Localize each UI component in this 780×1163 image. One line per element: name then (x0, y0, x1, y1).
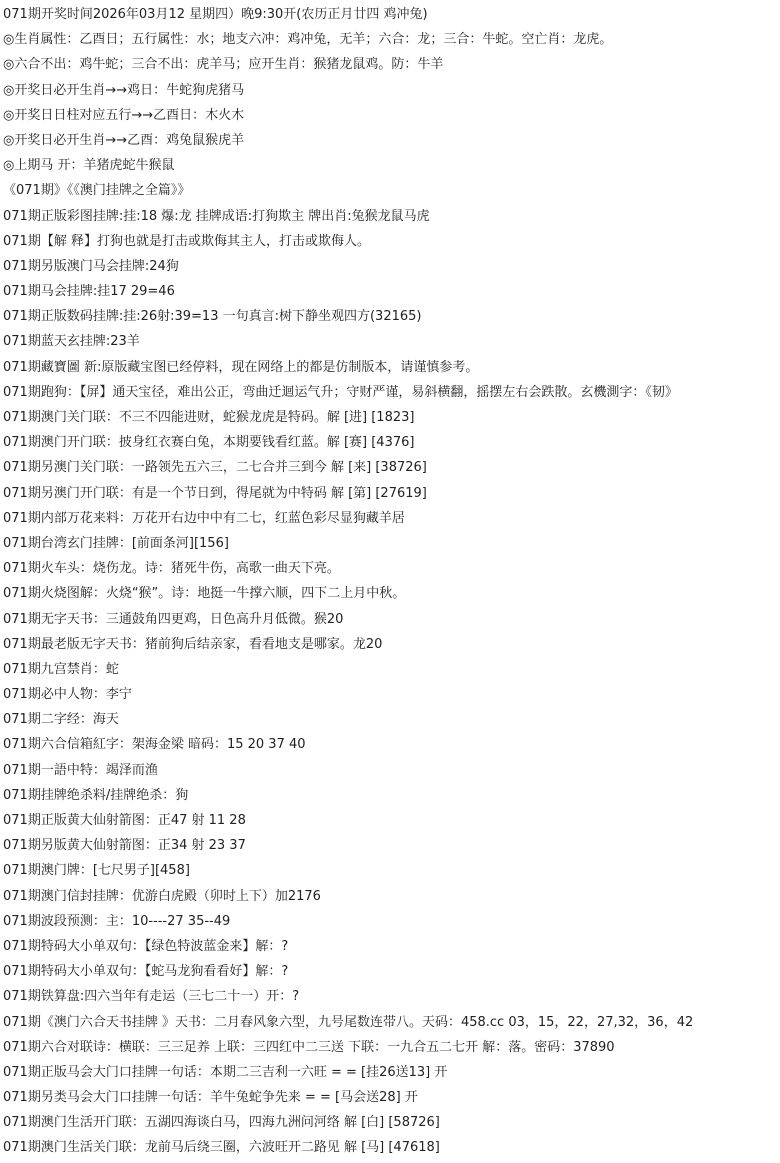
list-item: 071期九宫禁肖：蛇 (3, 661, 119, 677)
section-title: 《071期》《《澳门挂牌之全篇》》 (3, 183, 191, 199)
draw-day-zodiac: ◎开奖日必开生肖→→鸡日：牛蛇狗虎猪马 (3, 82, 245, 98)
zodiac-attributes: ◎生肖属性：乙酉日；五行属性：水；地支六冲：鸡冲兔，无羊；六合：龙；三合：牛蛇。空亡肖：龙虎。 (3, 32, 613, 48)
list-item: 071期另澳门开门联：有是一个节日到，得尾就为中特码 解 [第] [27619] (3, 485, 427, 501)
list-item: 071期马会挂牌:挂17 29=46 (3, 284, 175, 300)
list-item: 071期台湾玄门挂牌：[前面条河][156] (3, 535, 229, 551)
list-item: 071期澳门关门联：不三不四能进财，蛇猴龙虎是特码。解 [进] [1823] (3, 410, 415, 425)
list-item: 071期另类马会大门口挂牌一句话：羊牛兔蛇争先来 = = [马会送28] 开 (3, 1090, 418, 1106)
list-item: 071期铁算盘:四六当年有走运（三七二十一）开：? (3, 989, 300, 1005)
list-item: 071期一語中特：竭泽而渔 (3, 762, 158, 778)
liuhe-sanhe-exclusions: ◎六合不出：鸡牛蛇；三合不出：虎羊马；应开生肖：猴猪龙鼠鸡。防：牛羊 (3, 57, 444, 73)
list-item: 071期藏寶圖 新:原版藏宝图已经停料，现在网络上的都是仿制版本，请谨慎参考。 (3, 359, 479, 375)
previous-result: ◎上期马 开：羊猪虎蛇牛猴鼠 (3, 158, 175, 174)
list-item: 071期跑狗：【屏】通天宝径，难出公正，弯曲迁迴运气升；守财严谨，易斜横翻，摇摆左右会跌散。玄機測字：《韧》 (3, 384, 678, 400)
list-item: 071期【解 释】打狗也就是打击或欺侮其主人，打击或欺侮人。 (3, 233, 370, 249)
list-item: 071期内部万花来料：万花开右边中中有二七，红蓝色彩尽显狗藏羊居 (3, 510, 405, 526)
list-item: 071期必中人物：李宁 (3, 687, 132, 703)
list-item: 071期《澳门六合天书挂牌 》天书：二月春风象六型，九号尾数连带八。天码：458.cc 03，15，22，27,32，36，42 (3, 1014, 694, 1030)
list-item: 071期火车头：烧伤龙。诗：猪死牛伤，高歌一曲天下亮。 (3, 561, 340, 577)
list-item: 071期澳门牌：[七尺男子][458] (3, 863, 190, 879)
list-item: 071期正版数码挂牌:挂:26射:39=13 一句真言:树下静坐观四方(32165) (3, 309, 422, 325)
list-item: 071期另版澳门马会挂牌:24狗 (3, 258, 179, 274)
list-item: 071期六合信箱紅字：架海金梁 暗码：15 20 37 40 (3, 737, 306, 753)
list-item: 071期二字经：海天 (3, 712, 119, 728)
list-item: 071期火烧图解：火烧“猴”。诗：地挺一牛撑六顺，四下二上月中秋。 (3, 586, 406, 602)
list-item: 071期另澳门关门联：一路领先五六三，二七合并三到今 解 [来] [38726] (3, 460, 427, 476)
list-item: 071期特码大小单双句：【绿色特波蓝金来】解：? (3, 938, 289, 954)
list-item: 071期澳门生活关门联：龙前马后绕三圈，六波旺开二路见 解 [马] [47618] (3, 1140, 440, 1156)
list-item: 071期正版彩图挂牌:挂:18 爆:龙 挂牌成语:打狗欺主 牌出肖:兔猴龙鼠马虎 (3, 208, 430, 224)
list-item: 071期特码大小单双句：【蛇马龙狗看看好】解：? (3, 964, 289, 980)
draw-day-five-elements: ◎开奖日日柱对应五行→→乙酉日：木火木 (3, 107, 245, 123)
draw-day-yiyou-zodiac: ◎开奖日必开生肖→→乙酉：鸡兔鼠猴虎羊 (3, 132, 245, 148)
list-item: 071期澳门生活开门联：五湖四海谈白马，四海九洲问河络 解 [白] [58726] (3, 1115, 440, 1131)
list-item: 071期正版黄大仙射箭图：正47 射 11 28 (3, 813, 246, 828)
list-item: 071期挂牌绝杀料/挂牌绝杀：狗 (3, 787, 189, 803)
list-item: 071期最老版无字天书：猪前狗后结亲家，看看地支是哪家。龙20 (3, 636, 383, 652)
list-item: 071期澳门开门联：披身红衣赛白兔，本期要钱看红蓝。解 [赛] [4376] (3, 435, 415, 451)
header-draw-time: 071期开奖时间2026年03月12 星期四）晚9:30开(农历正月廿四 鸡冲兔) (3, 7, 428, 22)
list-item: 071期无字天书：三通鼓角四更鸡，日色高升月低微。猴20 (3, 611, 344, 627)
list-item: 071期正版马会大门口挂牌一句话：本期二三吉利一六旺 = = [挂26送13] 开 (3, 1064, 448, 1080)
list-item: 071期澳门信封挂牌：优游白虎殿（卯时上下）加2176 (3, 888, 321, 904)
list-item: 071期波段预测：主：10----27 35--49 (3, 913, 231, 929)
list-item: 071期六合对联诗：横联：三三足养 上联：三四红中二三送 下联：一九合五二七开 解：落。密码：37890 (3, 1039, 615, 1055)
list-item: 071期另版黄大仙射箭图：正34 射 23 37 (3, 838, 246, 854)
list-item: 071期蓝天玄挂牌:23羊 (3, 334, 140, 350)
